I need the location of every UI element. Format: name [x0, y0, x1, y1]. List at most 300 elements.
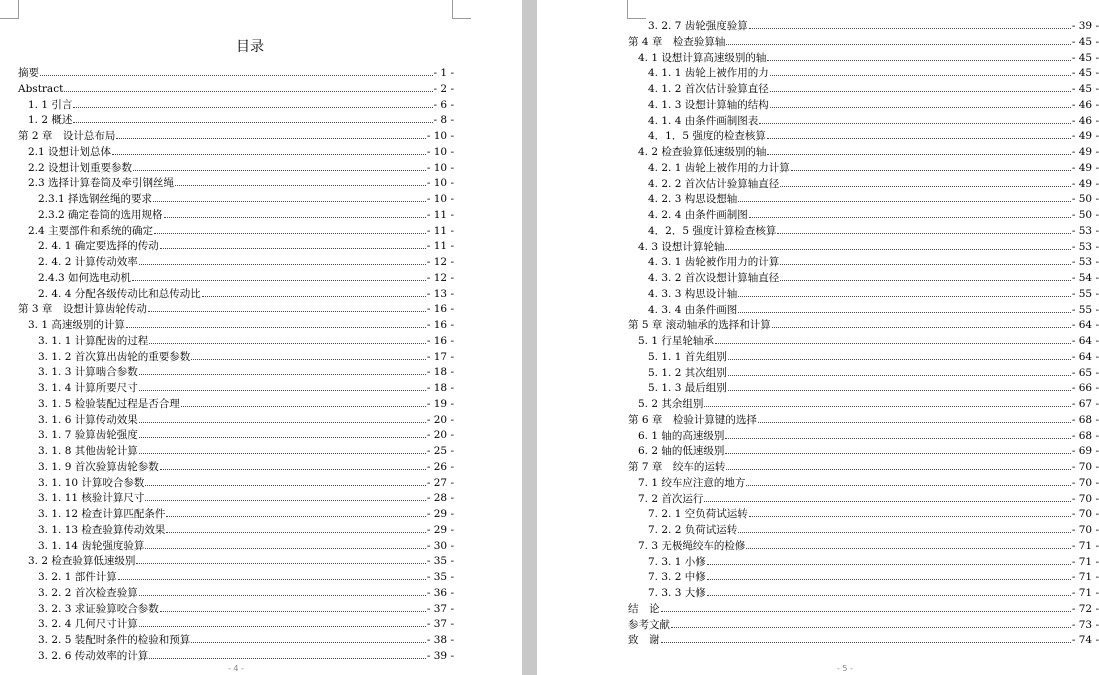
toc-leader-dots [728, 375, 1071, 376]
toc-entry-title: 3. 2. 3 求证验算咬合参数 [38, 602, 159, 615]
toc-entry[interactable] [18, 444, 454, 460]
toc-entry[interactable] [18, 523, 454, 539]
toc-entry-page: - 26 - [426, 460, 454, 473]
toc-entry-title: 4. 2 检查验算低速级别的轴 [638, 146, 767, 158]
toc-leader-dots [725, 249, 1070, 250]
toc-entry-page: - 71 - [1071, 587, 1099, 599]
toc-entry-page: - 45 - [1071, 35, 1099, 48]
toc-entry-page: - 64 - [1071, 319, 1099, 332]
toc-entry[interactable] [18, 161, 454, 177]
toc-leader-dots [704, 501, 1070, 502]
toc-entry-title: 参考文献 [628, 618, 670, 631]
toc-entry-page: - 68 - [1071, 429, 1099, 442]
toc-entry-title: 4. 2. 4 由条件画制图 [648, 209, 748, 221]
toc-entry[interactable] [628, 633, 1099, 649]
toc-entry-page: - 20 - [426, 413, 454, 426]
toc-entry[interactable] [628, 82, 1099, 98]
page-corner-mark [627, 0, 646, 19]
toc-entry-title: 2.4.3 如何选电动机 [38, 271, 132, 284]
toc-entry-page: - 1 - [433, 67, 454, 79]
toc-entry-page: - 66 - [1071, 382, 1099, 395]
toc-entry-title: 4. 1. 2 首次估计验算直径 [648, 83, 769, 95]
toc-entry[interactable] [18, 491, 454, 507]
toc-entry[interactable] [18, 350, 454, 366]
page-corner-mark [452, 0, 471, 19]
toc-entry-page: - 17 - [426, 350, 454, 363]
toc-entry-page: - 73 - [1071, 618, 1099, 631]
toc-entry-title: 3. 1. 9 首次验算齿轮参数 [38, 460, 159, 473]
toc-entry-page: - 35 - [426, 571, 454, 583]
toc-leader-dots [759, 123, 1071, 124]
toc-entry[interactable] [18, 586, 454, 602]
toc-entry-title: 2. 4. 1 确定要选择的传动 [38, 240, 159, 253]
toc-entry[interactable] [628, 413, 1099, 429]
toc-entry-page: - 25 - [426, 445, 454, 457]
toc-entry-title: 4. 1 设想计算高速级别的轴 [638, 51, 767, 64]
toc-entry[interactable] [628, 381, 1099, 397]
toc-entry-page: - 18 - [426, 366, 454, 379]
toc-entry[interactable] [18, 633, 454, 649]
toc-leader-dots [780, 264, 1071, 265]
page-corner-mark [0, 0, 19, 19]
document-page-left [0, 0, 522, 675]
toc-entry[interactable] [628, 334, 1099, 350]
toc-entry-page: - 37 - [426, 618, 454, 631]
toc-leader-dots [749, 217, 1071, 218]
toc-entry-page: - 70 - [1071, 476, 1099, 489]
toc-leader-dots [133, 170, 426, 171]
toc-leader-dots [767, 138, 1071, 139]
toc-entry[interactable] [628, 507, 1099, 523]
toc-entry-page: - 67 - [1071, 398, 1099, 410]
toc-leader-dots [139, 453, 426, 454]
toc-leader-dots [758, 422, 1071, 423]
toc-leader-dots [73, 122, 432, 123]
toc-leader-dots [661, 611, 1071, 612]
toc-entry[interactable] [18, 129, 454, 145]
toc-entry[interactable] [18, 239, 454, 255]
toc-entry-title: 7. 3. 1 小修 [648, 555, 706, 568]
toc-entry-title: 3. 1. 6 计算传动效果 [38, 413, 138, 426]
toc-entry-page: - 37 - [426, 602, 454, 615]
toc-entry-title: 3. 1. 11 核验计算尺寸 [38, 492, 145, 505]
toc-entry-title: 1. 1 引言 [28, 98, 73, 111]
toc-entry[interactable] [628, 429, 1099, 445]
toc-entry-title: 2.2 设想计划重要参数 [28, 161, 133, 174]
toc-entry[interactable] [18, 302, 454, 318]
toc-entry[interactable] [628, 555, 1099, 571]
toc-entry-title: 2. 4. 4 分配各级传动比和总传动比 [38, 287, 201, 300]
toc-leader-dots [145, 548, 425, 549]
toc-entry[interactable] [628, 444, 1099, 460]
page-gutter [522, 0, 537, 675]
toc-entry[interactable] [628, 618, 1099, 634]
toc-entry-page: - 11 - [426, 208, 454, 221]
toc-entry[interactable] [628, 350, 1099, 366]
toc-entry[interactable] [18, 66, 454, 82]
toc-entry-title: 6. 2 轴的低速级别 [638, 445, 725, 458]
toc-leader-dots [139, 264, 426, 265]
toc-entry-title: Abstract [18, 82, 64, 95]
toc-leader-dots [160, 248, 426, 249]
toc-leader-dots [725, 438, 1070, 439]
toc-entry-title: 4．1．5 强度的检查核算 [648, 130, 766, 143]
toc-entry-page: - 45 - [1071, 51, 1099, 64]
toc-leader-dots [164, 217, 426, 218]
toc-entry-page: - 38 - [426, 634, 454, 646]
toc-leader-dots [40, 75, 433, 76]
toc-entry[interactable] [628, 271, 1099, 287]
toc-entry-title: 7. 2. 1 空负荷试运转 [648, 508, 748, 521]
toc-leader-dots [132, 280, 426, 281]
toc-entry[interactable] [18, 554, 454, 570]
toc-entry-page: - 10 - [426, 130, 454, 142]
toc-entry-title: 4. 3. 2 首次设想计算轴直径 [648, 272, 780, 284]
toc-entry[interactable] [628, 114, 1099, 130]
toc-entry-title: 4. 1. 3 设想计算轴的结构 [648, 98, 769, 111]
toc-entry[interactable] [628, 240, 1099, 256]
toc-entry-title: 3. 1. 13 检查验算传动效果 [38, 523, 166, 536]
toc-entry-page: - 16 - [426, 303, 454, 316]
toc-entry-page: - 71 - [1071, 555, 1099, 568]
toc-entry-title: 5. 2 其余组别 [638, 398, 704, 410]
toc-entry-title: 第 7 章 绞车的运转 [628, 461, 726, 473]
toc-leader-dots [780, 186, 1071, 187]
toc-entry-page: - 2 - [433, 82, 454, 95]
toc-entry[interactable] [18, 617, 454, 633]
toc-entry-title: 3. 2 检查验算低速级别 [28, 555, 136, 568]
toc-entry-page: - 13 - [426, 287, 454, 300]
toc-entry-title: 第 3 章 设想计算齿轮传动 [18, 303, 147, 316]
toc-list-right [628, 19, 1099, 649]
toc-entry-title: 摘要 [18, 67, 39, 79]
toc-entry-page: - 64 - [1071, 350, 1099, 363]
toc-entry[interactable] [18, 334, 454, 350]
toc-entry-title: 7. 3 无极绳绞车的检修 [638, 539, 746, 552]
document-page-right [537, 0, 1099, 675]
toc-leader-dots [148, 311, 426, 312]
toc-entry[interactable] [628, 492, 1099, 508]
toc-entry-title: 5. 1. 3 最后组别 [648, 382, 727, 395]
toc-leader-dots [770, 107, 1071, 108]
toc-leader-dots [749, 28, 1071, 29]
toc-entry-page: - 45 - [1071, 67, 1099, 80]
toc-entry-page: - 49 - [1071, 161, 1099, 174]
toc-entry-title: 致 谢 [628, 634, 660, 647]
toc-leader-dots [746, 485, 1070, 486]
toc-entry[interactable] [628, 129, 1099, 145]
toc-entry[interactable] [628, 366, 1099, 382]
toc-leader-dots [153, 201, 426, 202]
toc-leader-dots [139, 390, 426, 391]
toc-entry-page: - 50 - [1071, 209, 1099, 221]
toc-leader-dots [726, 44, 1071, 45]
toc-leader-dots [728, 359, 1071, 360]
toc-leader-dots [791, 170, 1071, 171]
toc-entry[interactable] [628, 397, 1099, 413]
toc-entry[interactable] [18, 649, 454, 665]
toc-leader-dots [726, 469, 1071, 470]
toc-entry[interactable] [18, 381, 454, 397]
toc-entry-page: - 6 - [433, 98, 454, 111]
toc-leader-dots [770, 75, 1071, 76]
toc-leader-dots [704, 406, 1070, 407]
toc-entry[interactable] [628, 255, 1099, 271]
toc-entry-page: - 39 - [1071, 20, 1099, 32]
toc-entry[interactable] [628, 287, 1099, 303]
toc-leader-dots [136, 563, 425, 564]
toc-entry-page: - 35 - [426, 555, 454, 568]
toc-entry[interactable] [628, 192, 1099, 208]
toc-entry[interactable] [18, 271, 454, 287]
toc-entry[interactable] [18, 82, 454, 98]
toc-entry-page: - 49 - [1071, 146, 1099, 158]
toc-leader-dots [139, 595, 426, 596]
toc-entry[interactable] [628, 539, 1099, 555]
toc-entry-page: - 16 - [426, 334, 454, 347]
toc-leader-dots [738, 312, 1071, 313]
toc-entry-title: 4. 2. 1 齿轮上被作用的力计算 [648, 161, 790, 174]
toc-entry-title: 第 6 章 检验计算键的选择 [628, 413, 757, 426]
toc-entry[interactable] [18, 460, 454, 476]
toc-entry[interactable] [18, 413, 454, 429]
toc-entry[interactable] [628, 476, 1099, 492]
toc-leader-dots [160, 469, 426, 470]
toc-leader-dots [166, 516, 425, 517]
toc-entry[interactable] [18, 397, 454, 413]
toc-leader-dots [64, 91, 432, 92]
toc-entry-title: 3. 2. 6 传动效率的计算 [38, 649, 149, 662]
toc-entry[interactable] [18, 507, 454, 523]
toc-entry-title: 4. 3 设想计算轮轴 [638, 240, 725, 253]
toc-entry[interactable] [18, 224, 454, 240]
toc-entry-page: - 29 - [426, 523, 454, 536]
toc-entry-page: - 71 - [1071, 571, 1099, 584]
toc-entry-title: 3. 1 高速级别的计算 [28, 319, 125, 331]
toc-leader-dots [738, 296, 1071, 297]
toc-entry-page: - 70 - [1071, 461, 1099, 473]
toc-entry-page: - 50 - [1071, 193, 1099, 206]
toc-entry[interactable] [628, 177, 1099, 193]
toc-leader-dots [202, 296, 426, 297]
toc-entry-title: 3. 1. 3 计算啮合参数 [38, 366, 138, 379]
toc-leader-dots [145, 485, 425, 486]
toc-leader-dots [671, 627, 1071, 628]
toc-entry-title: 3. 2. 5 装配时条件的检验和预算 [38, 634, 191, 646]
toc-leader-dots [738, 201, 1071, 202]
toc-entry[interactable] [18, 145, 454, 161]
toc-entry-page: - 8 - [433, 114, 454, 127]
toc-list-left [18, 66, 454, 665]
toc-entry-title: 5. 1 行星轮轴承 [638, 335, 714, 347]
toc-entry-title: 4. 3. 3 构思设计轴 [648, 287, 738, 300]
toc-entry-title: 2.1 设想计划总体 [28, 145, 112, 158]
toc-entry-title: 第 5 章 滚动轴承的选择和计算 [628, 319, 771, 332]
toc-entry[interactable] [18, 539, 454, 555]
toc-entry[interactable] [628, 98, 1099, 114]
toc-entry-page: - 19 - [426, 397, 454, 410]
toc-entry-title: 第 2 章 设计总布局 [18, 130, 116, 142]
toc-leader-dots [728, 390, 1071, 391]
toc-entry[interactable] [628, 460, 1099, 476]
toc-entry-title: 3. 2. 7 齿轮强度验算 [648, 20, 748, 32]
toc-entry-title: 4. 3. 4 由条件画图 [648, 303, 738, 316]
toc-entry-page: - 54 - [1071, 272, 1099, 284]
toc-entry[interactable] [18, 98, 454, 114]
toc-entry-title: 2.3.2 确定卷筒的选用规格 [38, 208, 163, 221]
toc-leader-dots [749, 516, 1071, 517]
toc-entry-page: - 70 - [1071, 492, 1099, 505]
toc-entry-page: - 49 - [1071, 130, 1099, 143]
toc-entry-page: - 53 - [1071, 224, 1099, 237]
toc-entry[interactable] [628, 161, 1099, 177]
toc-entry[interactable] [18, 192, 454, 208]
toc-leader-dots [181, 406, 426, 407]
toc-entry-page: - 70 - [1071, 524, 1099, 536]
toc-entry[interactable] [628, 570, 1099, 586]
toc-leader-dots [661, 642, 1071, 643]
toc-entry-title: 5. 1. 1 首先组别 [648, 350, 727, 363]
toc-leader-dots [780, 280, 1071, 281]
toc-entry-page: - 68 - [1071, 413, 1099, 426]
toc-entry[interactable] [18, 113, 454, 129]
toc-entry-title: 7. 1 绞车应注意的地方 [638, 476, 746, 489]
toc-entry[interactable] [628, 602, 1099, 618]
toc-entry[interactable] [18, 365, 454, 381]
toc-entry[interactable] [628, 19, 1099, 35]
toc-entry-title: 3. 1. 1 计算配齿的过程 [38, 334, 149, 347]
toc-leader-dots [145, 500, 425, 501]
toc-entry-title: 7. 3. 3 大修 [648, 587, 706, 599]
toc-entry[interactable] [628, 35, 1099, 51]
toc-entry-title: 3. 1. 7 验算齿轮强度 [38, 429, 138, 442]
toc-entry-page: - 55 - [1071, 287, 1099, 300]
toc-entry[interactable] [18, 602, 454, 618]
toc-entry-title: 3. 1. 8 其他齿轮计算 [38, 445, 138, 457]
toc-leader-dots [772, 327, 1071, 328]
toc-entry-page: - 11 - [426, 240, 454, 253]
toc-leader-dots [770, 91, 1071, 92]
toc-entry-page: - 20 - [426, 429, 454, 442]
toc-entry-page: - 12 - [426, 271, 454, 284]
toc-entry-title: 4. 1. 1 齿轮上被作用的力 [648, 67, 769, 80]
toc-leader-dots [154, 233, 426, 234]
page-number-footer: - 5 - [837, 664, 853, 673]
toc-leader-dots [139, 437, 426, 438]
toc-leader-dots [139, 626, 426, 627]
toc-entry-title: 3. 1. 14 齿轮强度验算 [38, 539, 145, 552]
toc-entry[interactable] [18, 255, 454, 271]
toc-entry-page: - 30 - [426, 539, 454, 552]
toc-entry-title: 3. 2. 4 几何尺寸计算 [38, 618, 138, 631]
toc-entry-page: - 11 - [426, 224, 454, 237]
toc-entry[interactable] [18, 208, 454, 224]
toc-leader-dots [149, 658, 426, 659]
toc-entry-title: 2.3 选择计算卷筒及牵引钢丝绳 [28, 177, 175, 190]
toc-leader-dots [118, 579, 426, 580]
toc-leader-dots [191, 359, 426, 360]
toc-entry[interactable] [628, 523, 1099, 539]
toc-entry-title: 3. 1. 10 计算咬合参数 [38, 476, 145, 489]
toc-entry-page: - 29 - [426, 508, 454, 520]
toc-entry-page: - 10 - [426, 161, 454, 174]
toc-entry-title: 1. 2 概述 [28, 114, 73, 127]
toc-entry[interactable] [18, 476, 454, 492]
toc-leader-dots [116, 138, 426, 139]
toc-entry[interactable] [628, 318, 1099, 334]
toc-entry[interactable] [628, 303, 1099, 319]
toc-leader-dots [767, 154, 1070, 155]
toc-entry[interactable] [628, 586, 1099, 602]
toc-entry[interactable] [18, 318, 454, 334]
toc-entry-page: - 45 - [1071, 83, 1099, 95]
toc-entry-title: 3. 1. 2 首次算出齿轮的重要参数 [38, 350, 191, 363]
toc-entry-page: - 46 - [1071, 114, 1099, 127]
toc-entry[interactable] [628, 208, 1099, 224]
toc-entry-page: - 36 - [426, 586, 454, 599]
toc-entry-page: - 65 - [1071, 366, 1099, 379]
toc-entry-page: - 64 - [1071, 335, 1099, 347]
toc-entry-title: 4. 2. 2 首次估计验算轴直径 [648, 177, 780, 190]
toc-leader-dots [777, 233, 1070, 234]
toc-entry[interactable] [18, 176, 454, 192]
toc-entry[interactable] [628, 66, 1099, 82]
toc-leader-dots [166, 532, 425, 533]
toc-entry-page: - 12 - [426, 256, 454, 268]
toc-entry-title: 4. 2. 3 构思设想轴 [648, 193, 738, 206]
toc-entry[interactable] [18, 570, 454, 586]
toc-leader-dots [160, 611, 426, 612]
toc-entry-page: - 10 - [426, 193, 454, 205]
toc-entry-title: 5. 1. 2 其次组别 [648, 366, 727, 379]
toc-entry-title: 7. 2 首次运行 [638, 492, 704, 505]
toc-entry[interactable] [628, 224, 1099, 240]
toc-entry-page: - 53 - [1071, 256, 1099, 269]
toc-entry-page: - 69 - [1071, 445, 1099, 458]
toc-entry-title: 3. 1. 4 计算所要尺寸 [38, 382, 138, 394]
toc-entry[interactable] [628, 51, 1099, 67]
toc-entry[interactable] [628, 145, 1099, 161]
toc-entry-title: 2. 4. 2 计算传动效率 [38, 256, 138, 268]
toc-entry-title: 4．2．5 强度计算检查核算 [648, 224, 777, 237]
page-number-footer: - 4 - [228, 664, 244, 673]
toc-entry-title: 3. 1. 5 检验装配过程是否合理 [38, 397, 180, 410]
toc-entry-title: 6. 1 轴的高速级别 [638, 429, 725, 442]
toc-entry[interactable] [18, 287, 454, 303]
toc-entry-title: 2.4 主要部件和系统的确定 [28, 224, 154, 237]
toc-leader-dots [126, 327, 426, 328]
toc-entry-page: - 10 - [426, 145, 454, 158]
toc-leader-dots [738, 532, 1071, 533]
toc-leader-dots [767, 60, 1070, 61]
toc-entry[interactable] [18, 428, 454, 444]
toc-leader-dots [707, 564, 1071, 565]
toc-entry-page: - 39 - [426, 649, 454, 662]
toc-entry-title: 4. 1. 4 由条件画制图表 [648, 114, 759, 127]
toc-entry-page: - 53 - [1071, 240, 1099, 253]
toc-leader-dots [707, 579, 1071, 580]
toc-entry-page: - 72 - [1071, 602, 1099, 615]
toc-entry-title: 3. 2. 2 首次检查验算 [38, 586, 138, 599]
toc-leader-dots [715, 343, 1071, 344]
toc-entry-page: - 46 - [1071, 98, 1099, 111]
toc-entry-page: - 70 - [1071, 508, 1099, 521]
toc-entry-title: 结 论 [628, 602, 660, 615]
toc-entry-page: - 55 - [1071, 303, 1099, 316]
toc-leader-dots [707, 595, 1071, 596]
toc-entry-title: 4. 3. 1 齿轮被作用力的计算 [648, 256, 780, 269]
toc-entry-title: 7. 2. 2 负荷试运转 [648, 524, 738, 536]
